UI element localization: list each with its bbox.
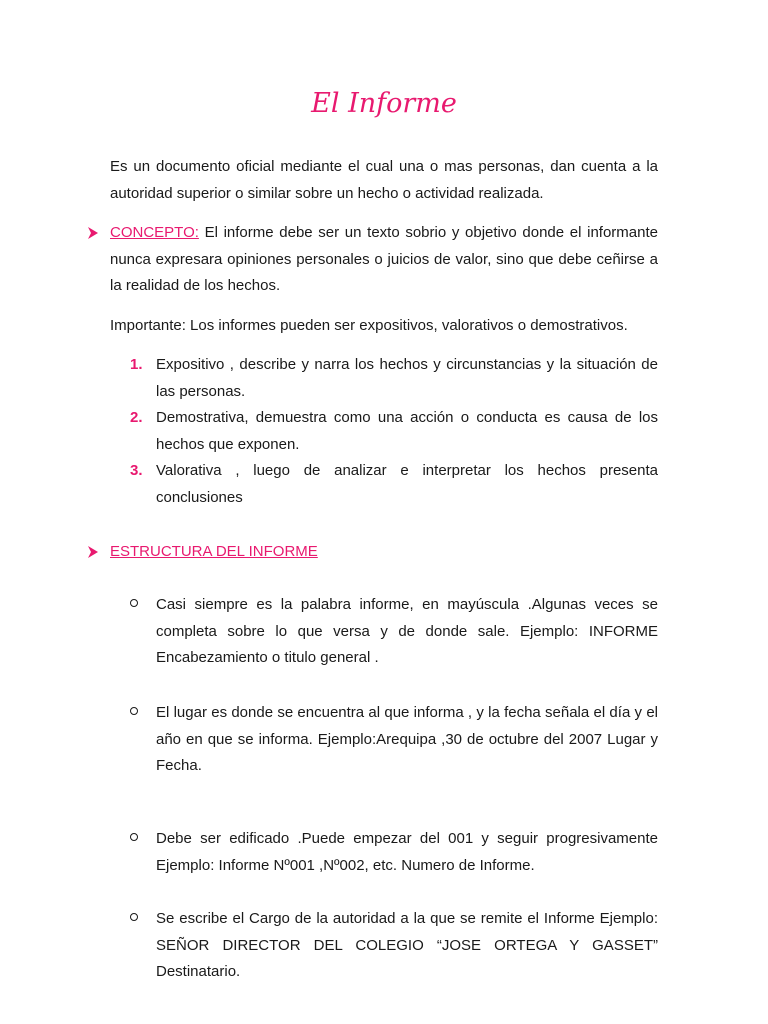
- list-number: 3.: [130, 462, 143, 479]
- list-item-text: Expositivo , describe y narra los hechos y circunstancias y la situación de las personas.: [156, 356, 658, 400]
- list-item-text: Casi siempre es la palabra informe, en mayúscula .Algunas veces se completa sobre lo que versa y de donde sale. Ejemplo: INFORME Encabezamiento o titulo general .: [156, 596, 658, 666]
- list-item-text: Demostrativa, demuestra como una acción o conducta es causa de los hechos que exponen.: [156, 409, 658, 453]
- hollow-circle-icon: [130, 707, 138, 715]
- page-title: El Informe: [311, 88, 457, 119]
- hollow-circle-icon: [130, 599, 138, 607]
- importante-paragraph: Importante: Los informes pueden ser expositivos, valorativos o demostrativos.: [110, 317, 628, 334]
- list-item-text: Se escribe el Cargo de la autoridad a la que se remite el Informe Ejemplo: SEÑOR DIRECTOR DEL COLEGIO “JOSE ORTEGA Y GASSET” Destinatario.: [156, 910, 658, 980]
- hollow-circle-icon: [130, 913, 138, 921]
- list-item-text: Debe ser edificado .Puede empezar del 001 y seguir progresivamente Ejemplo: Informe Nº001 ,Nº002, etc. Numero de Informe.: [156, 830, 658, 874]
- hollow-circle-icon: [130, 833, 138, 841]
- arrowhead-icon: [87, 226, 99, 240]
- concepto-text: El informe debe ser un texto sobrio y objetivo donde el informante nunca expresara opiniones personales o juicios de valor, sino que debe ceñirse a la realidad de los hechos.: [110, 224, 658, 294]
- estructura-heading: ESTRUCTURA DEL INFORME: [110, 543, 318, 560]
- concepto-label: CONCEPTO:: [110, 224, 199, 241]
- list-item-text: Valorativa , luego de analizar e interpretar los hechos presenta conclusiones: [156, 462, 658, 506]
- concepto-paragraph: [110, 220, 658, 300]
- list-number: 1.: [130, 356, 143, 373]
- section-heading: [110, 539, 658, 566]
- intro-paragraph: Es un documento oficial mediante el cual una o mas personas, dan cuenta a la autoridad superior o similar sobre un hecho o actividad realizada.: [110, 158, 658, 202]
- arrowhead-icon: [87, 545, 99, 559]
- list-number: 2.: [130, 409, 143, 426]
- list-item-text: El lugar es donde se encuentra al que informa , y la fecha señala el día y el año en que se informa. Ejemplo:Arequipa ,30 de octubre del 2007 Lugar y Fecha.: [156, 704, 658, 774]
